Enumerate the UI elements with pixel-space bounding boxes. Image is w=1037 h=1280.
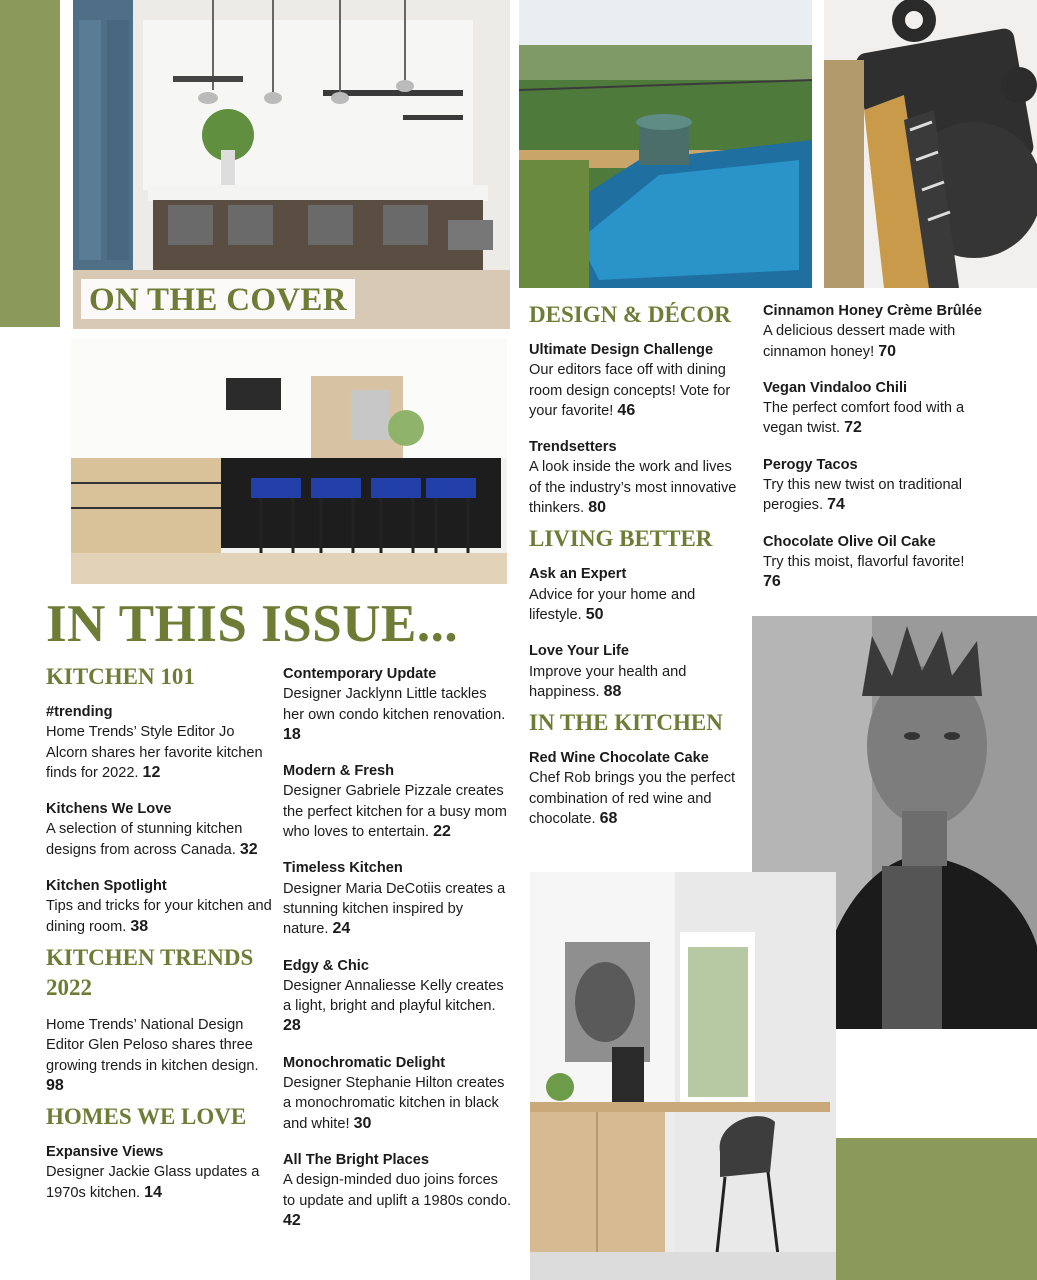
entry-page: 50 [585, 605, 604, 623]
section-heading-kitchen-trends: KITCHEN TRENDS 2022 [46, 944, 254, 1000]
entry-title: Perogy Tacos [763, 456, 858, 473]
entry-desc: A look inside the work and lives of the industry’s most innovative thinkers. [529, 459, 737, 517]
entry-title: Kitchens We Love [46, 801, 172, 818]
entry-page: 18 [283, 725, 301, 743]
section-heading-design-decor: DESIGN & DÉCOR [529, 302, 731, 327]
entry-desc: Home Trends’ National Design Editor Glen Peloso shares three growing trends in kitchen design. [46, 1016, 259, 1074]
entry-page: 88 [603, 682, 622, 700]
entry-page: 30 [353, 1114, 372, 1132]
entry-page: 42 [283, 1211, 301, 1229]
entry-title: Love Your Life [529, 643, 630, 660]
entry-title: Cinnamon Honey Crème Brûlée [763, 303, 982, 319]
entry-desc: A design-minded duo joins forces to update and uplift a 1980s condo. [283, 1172, 512, 1209]
entry-page: 32 [239, 840, 258, 858]
entry-desc: Try this moist, flavorful favorite! [763, 553, 965, 570]
toc-entry[interactable] [46, 799, 274, 860]
entry-title: Edgy & Chic [283, 957, 369, 974]
entry-title: #trending [46, 704, 113, 720]
entry-page: 68 [599, 810, 618, 828]
entry-title: Ask an Expert [529, 566, 627, 583]
section-heading-living-better: LIVING BETTER [529, 526, 713, 552]
toc-entry[interactable] [283, 1150, 511, 1231]
entry-page: 76 [763, 573, 781, 591]
entry-desc: Designer Maria DeCotiis creates a stunning kitchen inspired by nature. [283, 880, 506, 938]
entry-desc: Advice for your home and lifestyle. [529, 586, 696, 623]
section-heading-kitchen-101: KITCHEN 101 [46, 664, 195, 689]
entry-desc: A delicious dessert made with cinnamon honey! [763, 323, 956, 360]
entry-page: 80 [588, 499, 607, 517]
entry-title: Kitchen Spotlight [46, 878, 167, 895]
entry-title: Modern & Fresh [283, 763, 395, 780]
entry-page: 98 [46, 1076, 64, 1094]
entry-desc: Try this new twist on traditional perogies. [763, 477, 962, 514]
entry-title: Timeless Kitchen [283, 860, 403, 877]
entry-title: Trendsetters [529, 439, 617, 456]
toc-column-2 [283, 664, 511, 1247]
toc-entry[interactable] [46, 1015, 274, 1096]
toc-entry[interactable] [283, 761, 511, 842]
toc-entry[interactable] [763, 301, 987, 362]
entry-page: 74 [827, 496, 845, 514]
entry-desc: The perfect comfort food with a vegan twist. [763, 400, 965, 437]
toc-entry[interactable] [529, 437, 745, 518]
entry-title: Chocolate Olive Oil Cake [763, 533, 936, 550]
toc-entry[interactable] [283, 1053, 511, 1134]
bottom-right-green-block [836, 1138, 1037, 1280]
cutting-boards-photo [824, 0, 1037, 288]
entry-desc: Improve your health and happiness. [529, 663, 687, 700]
entry-desc: Our editors face off with dining room design concepts! Vote for your favorite! [529, 362, 731, 419]
entry-page: 14 [144, 1183, 162, 1201]
toc-entry[interactable] [529, 641, 745, 702]
entry-desc: Designer Jacklynn Little tackles her own condo kitchen renovation. [283, 686, 506, 723]
toc-entry[interactable] [763, 455, 987, 516]
entry-desc: Designer Annaliesse Kelly creates a light, bright and playful kitchen. [283, 977, 504, 1015]
entry-title: Monochromatic Delight [283, 1054, 446, 1071]
entry-title: Expansive Views [46, 1144, 164, 1161]
toc-entry[interactable] [763, 532, 987, 593]
toc-entry[interactable] [283, 956, 511, 1037]
kitchen-nook-photo [530, 872, 836, 1280]
entry-page: 12 [142, 763, 161, 781]
toc-entry[interactable] [529, 564, 745, 625]
pool-garden-photo [519, 0, 812, 288]
toc-entry[interactable] [46, 702, 274, 783]
entry-title: Red Wine Chocolate Cake [529, 750, 709, 767]
blue-stools-kitchen-photo [71, 338, 507, 584]
entry-desc: Home Trends’ Style Editor Jo Alcorn shares her favorite kitchen finds for 2022. [46, 724, 263, 781]
section-heading-homes-we-love: HOMES WE LOVE [46, 1104, 247, 1130]
toc-entry[interactable] [283, 664, 511, 745]
entry-title: Contemporary Update [283, 666, 437, 682]
in-this-issue-title: IN THIS ISSUE... [46, 595, 459, 653]
toc-entry[interactable] [763, 378, 987, 439]
entry-title: Ultimate Design Challenge [529, 342, 714, 358]
toc-column-1 [46, 662, 274, 1219]
entry-title: All The Bright Places [283, 1151, 429, 1168]
entry-page: 22 [433, 823, 451, 841]
toc-entry[interactable] [529, 340, 745, 421]
entry-desc: A selection of stunning kitchen designs from across Canada. [46, 821, 243, 858]
entry-page: 24 [332, 920, 351, 938]
entry-title: Vegan Vindaloo Chili [763, 379, 908, 396]
toc-entry[interactable] [529, 748, 745, 829]
entry-page: 46 [617, 401, 636, 419]
toc-entry[interactable] [46, 876, 274, 937]
toc-entry[interactable] [283, 858, 511, 939]
section-heading-in-the-kitchen: IN THE KITCHEN [529, 710, 723, 736]
entry-desc: Tips and tricks for your kitchen and dining room. [46, 898, 272, 935]
entry-desc: Designer Gabriele Pizzale creates the perfect kitchen for a busy mom who loves to entertain. [283, 783, 507, 841]
entry-desc: Chef Rob brings you the perfect combination of red wine and chocolate. [529, 770, 736, 828]
toc-column-3 [529, 300, 745, 845]
entry-desc: Designer Jackie Glass updates a 1970s kitchen. [46, 1164, 260, 1201]
entry-page: 72 [844, 419, 862, 437]
entry-page: 28 [283, 1017, 301, 1035]
toc-column-4 [763, 301, 987, 609]
toc-entry[interactable] [46, 1142, 274, 1203]
left-green-bar [0, 0, 60, 327]
on-the-cover-label: ON THE COVER [81, 279, 355, 319]
entry-page: 38 [130, 917, 149, 935]
entry-page: 70 [878, 342, 897, 360]
entry-desc: Designer Stephanie Hilton creates a monochromatic kitchen in black and white! [283, 1075, 505, 1132]
